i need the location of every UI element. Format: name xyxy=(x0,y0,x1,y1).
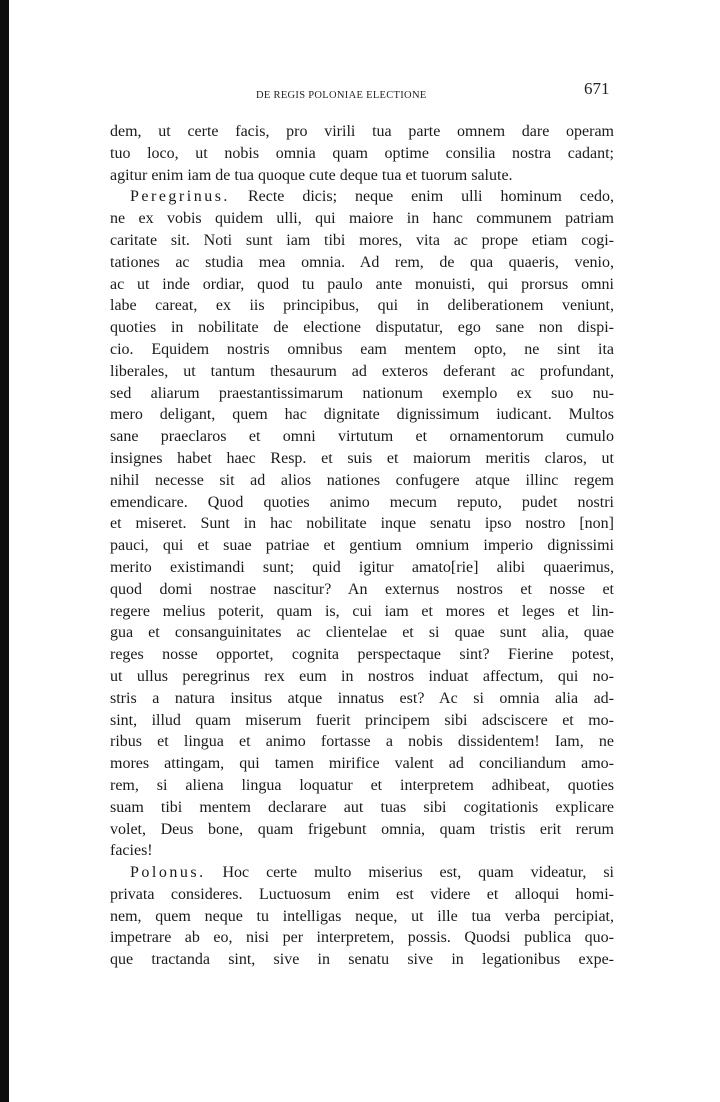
text-line: pauci, qui et suae patriae et gentium omnium imperio dignissimi xyxy=(110,537,614,555)
text-line xyxy=(110,186,614,208)
running-title: DE REGIS POLONIAE ELECTIONE xyxy=(256,90,427,101)
text-line: merito existimandi sunt; quid igitur amato[rie] alibi quaerimus, xyxy=(110,558,614,576)
text-line: privata consideres. Luctuosum enim est videre et alloqui homi- xyxy=(110,885,614,903)
text-line: insignes habet haec Resp. et suis et maiorum meritis claros, ut xyxy=(110,449,614,467)
text-line: et miseret. Sunt in hac nobilitate inque senatu ipso nostro [non] xyxy=(110,515,614,533)
text-line: ne ex vobis quidem ulli, qui maiore in hanc communem patriam xyxy=(110,210,614,228)
text-line: rem, si aliena lingua loquatur et interpretem adhibeat, quoties xyxy=(110,776,614,794)
text-line: nem, quem neque tu intelligas neque, ut ille tua verba percipiat, xyxy=(110,907,614,925)
text-line: quod domi nostrae nascitur? An externus nostros et nosse et xyxy=(110,580,614,598)
speaker-peregrinus: Peregrinus. xyxy=(130,188,230,206)
text-line: suam tibi mentem declarare aut tuas sibi cogitationis explicare xyxy=(110,798,614,816)
body-text xyxy=(110,121,614,971)
text-line: dem, ut certe facis, pro virili tua parte omnem dare operam xyxy=(110,123,614,140)
speaker-polonus: Polonus. xyxy=(130,864,206,882)
text-line: gua et consanguinitates ac clientelae et si quae sunt alia, quae xyxy=(110,624,614,642)
text-line: labe careat, ex iis principibus, qui in deliberationem veniunt, xyxy=(110,297,614,315)
page-number: 671 xyxy=(584,79,610,98)
text-line: impetrare ab eo, nisi per interpretem, possis. Quodsi publica quo- xyxy=(110,929,614,947)
text-line: tuo loco, ut nobis omnia quam optime consilia nostra cadant; xyxy=(110,144,614,162)
text-line: cio. Equidem nostris omnibus eam mentem opto, ne sint ita xyxy=(110,340,614,358)
text-line: sint, illud quam miserum fuerit principem sibi adsciscere et mo- xyxy=(110,711,614,729)
text-line: caritate sit. Noti sunt iam tibi mores, vita ac prope etiam cogi- xyxy=(110,231,614,249)
text-line: ribus et lingua et animo fortasse a nobis dissidentem! Iam, ne xyxy=(110,733,614,751)
text-line: reges nosse opportet, cognita perspectaque sint? Fierine potest, xyxy=(110,646,614,664)
text-line: liberales, ut tantum thesaurum ad exteros deferant ac profundant, xyxy=(110,362,614,380)
text-line: facies! xyxy=(110,842,153,860)
text-line: emendicare. Quod quoties animo mecum reputo, pudet nostri xyxy=(110,493,614,511)
text-line: mero deligant, quem hac dignitate dignissimum iudicant. Multos xyxy=(110,406,614,424)
text-line: sane praeclaros et omni virtutum et ornamentorum cumulo xyxy=(110,428,614,446)
text-line: volet, Deus bone, quam frigebunt omnia, quam tristis erit rerum xyxy=(110,820,614,838)
text-line: tationes ac studia mea omnia. Ad rem, de qua quaeris, venio, xyxy=(110,253,614,271)
text-line: stris a natura insitus atque innatus est? Ac si omnia alia ad- xyxy=(110,689,614,707)
text-line: mores attingam, qui tamen mirifice valent ad conciliandum amo- xyxy=(110,755,614,773)
text-line-content: Hoc certe multo miserius est, quam videatur, si xyxy=(222,864,614,882)
text-line: regere melius poterit, quam is, cui iam et mores et leges et lin- xyxy=(110,602,614,620)
text-line xyxy=(110,862,614,884)
text-line: quoties in nobilitate de electione disputatur, ego sane non dispi- xyxy=(110,319,614,337)
page-left-edge xyxy=(0,0,9,1102)
text-line-content: Recte dicis; neque enim ulli hominum cedo, xyxy=(247,188,614,206)
text-line: ut ullus peregrinus rex eum in nostros induat affectum, qui no- xyxy=(110,667,614,685)
text-line: ac ut inde ordiar, quod tu paulo ante monuisti, qui prorsus omni xyxy=(110,275,614,293)
text-line: nihil necesse sit ad alios nationes confugere atque illinc regem xyxy=(110,471,614,489)
text-line: sed aliarum praestantissimarum nationum exemplo ex suo nu- xyxy=(110,384,614,402)
text-line: agitur enim iam de tua quoque cute deque tua et tuorum salute. xyxy=(110,166,513,184)
text-line: que tractanda sint, sive in senatu sive in legationibus expe- xyxy=(110,951,614,969)
